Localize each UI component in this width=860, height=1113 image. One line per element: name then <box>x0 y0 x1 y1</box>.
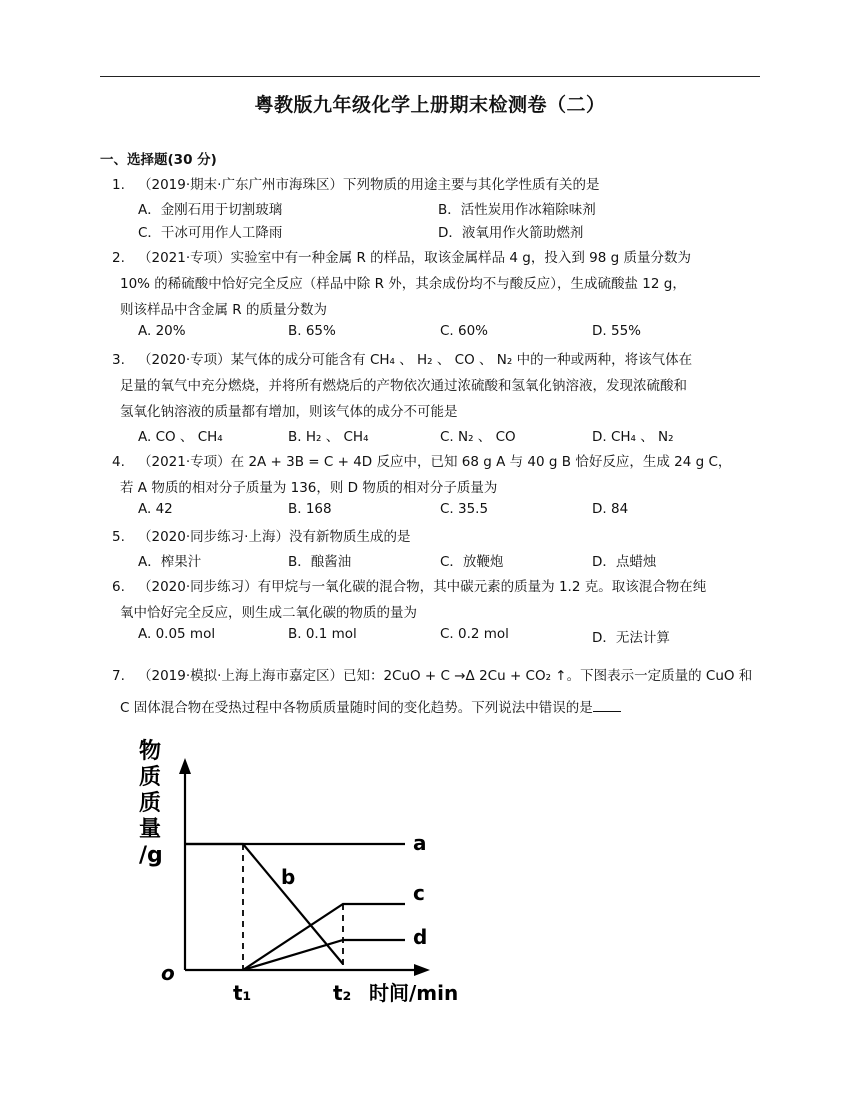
question-text-line3: 氢氧化钠溶液的质量都有增加，则该气体的成分不可能是 <box>120 404 458 420</box>
option-b[interactable]: B. 168 <box>288 501 332 517</box>
option-d[interactable]: D. 55% <box>592 323 641 339</box>
q6-options <box>138 626 758 650</box>
origin-label: o <box>161 961 175 985</box>
ylabel-char-5: /g <box>139 843 163 868</box>
q3-options <box>138 425 758 449</box>
curve-b-label: b <box>281 865 296 889</box>
section-heading: 一、选择题(30 分) <box>100 152 217 168</box>
mass-time-graph <box>125 728 475 1018</box>
ylabel-char-3: 质 <box>139 791 162 816</box>
curve-c-label: c <box>413 881 425 905</box>
t2-label: t₂ <box>333 981 352 1005</box>
question-3 <box>112 347 764 425</box>
question-text: （2019·期末·广东广州市海珠区）下列物质的用途主要与其化学性质有关的是 <box>138 177 600 193</box>
ylabel-char-1: 物 <box>139 739 162 764</box>
question-number: 4. <box>112 454 125 470</box>
question-6 <box>112 574 764 626</box>
option-c[interactable]: C．放鞭炮 <box>440 554 504 570</box>
page-title: 粤教版九年级化学上册期末检测卷（二） <box>254 94 606 116</box>
option-c[interactable]: C. 0.2 mol <box>440 626 509 642</box>
question-text-line1: （2021·专项）在 2A + 3B = C + 4D 反应中，已知 68 g A 与 40 g B 恰好反应，生成 24 g C， <box>138 454 732 470</box>
question-text-line2: 若 A 物质的相对分子质量为 136，则 D 物质的相对分子质量为 <box>120 480 498 496</box>
q1-options-row2 <box>138 221 758 245</box>
x-axis-label: 时间/min <box>369 981 459 1005</box>
question-text-line2: C 固体混合物在受热过程中各物质质量随时间的变化趋势。下列说法中错误的是 <box>120 700 593 716</box>
option-d[interactable]: D．无法计算 <box>592 630 670 646</box>
ylabel-char-4: 量 <box>139 817 162 842</box>
option-a[interactable]: A. 42 <box>138 501 173 517</box>
curve-d-label: d <box>413 925 428 949</box>
option-d[interactable]: D. CH₄ 、 N₂ <box>592 429 674 445</box>
option-a[interactable]: A．榨果汁 <box>138 554 202 570</box>
option-b[interactable]: B．酿酱油 <box>288 554 352 570</box>
option-a[interactable]: A. 0.05 mol <box>138 626 216 642</box>
question-number: 7. <box>112 668 125 684</box>
option-a[interactable]: A. 20% <box>138 323 186 339</box>
question-4 <box>112 449 764 501</box>
header-rule <box>100 76 760 77</box>
ylabel-char-2: 质 <box>139 765 162 790</box>
q1-options-row1 <box>138 198 758 222</box>
option-d[interactable]: D. 84 <box>592 501 629 517</box>
question-number: 2. <box>112 250 125 266</box>
question-number: 5. <box>112 529 125 545</box>
option-c[interactable]: C. 60% <box>440 323 489 339</box>
option-b[interactable]: B. 65% <box>288 323 336 339</box>
question-number: 1. <box>112 177 125 193</box>
question-number: 3. <box>112 352 125 368</box>
answer-blank[interactable] <box>593 699 621 712</box>
option-a[interactable]: A. CO 、 CH₄ <box>138 429 223 445</box>
option-a[interactable]: A．金刚石用于切割玻璃 <box>138 202 283 218</box>
question-text-line1: （2020·同步练习）有甲烷与一氧化碳的混合物，其中碳元素的质量为 1.2 克。取该混合物在纯 <box>138 579 707 595</box>
curve-a-label: a <box>413 831 427 855</box>
question-text-line3: 则该样品中含金属 R 的质量分数为 <box>120 302 327 318</box>
question-text-line2: 10% 的稀硫酸中恰好完全反应（样品中除 R 外，其余成份均不与酸反应），生成硫酸盐 12 g， <box>120 276 686 292</box>
option-c[interactable]: C. N₂ 、 CO <box>440 429 516 445</box>
question-text-line1: （2021·专项）实验室中有一种金属 R 的样品，取该金属样品 4 g，投入到 98 g 质量分数为 <box>138 250 691 266</box>
question-text-line2: 氧中恰好完全反应，则生成二氧化碳的物质的量为 <box>120 605 417 621</box>
question-number: 6. <box>112 579 125 595</box>
curve-c <box>243 904 405 970</box>
q2-options <box>138 323 758 347</box>
question-1 <box>112 172 764 198</box>
option-b[interactable]: B．活性炭用作冰箱除味剂 <box>438 202 596 218</box>
question-text: （2020·同步练习·上海）没有新物质生成的是 <box>138 529 411 545</box>
mass-time-figure <box>125 728 475 1018</box>
option-c[interactable]: C. 35.5 <box>440 501 489 517</box>
option-c[interactable]: C．干冰可用作人工降雨 <box>138 225 283 241</box>
question-7 <box>112 660 764 724</box>
question-5 <box>112 524 764 550</box>
question-text-line2: 足量的氧气中充分燃烧，并将所有燃烧后的产物依次通过浓硫酸和氢氧化钠溶液，发现浓硫酸和 <box>120 378 687 394</box>
option-b[interactable]: B. 0.1 mol <box>288 626 357 642</box>
y-axis-arrow-icon <box>179 758 191 774</box>
question-text-line1: （2019·模拟·上海上海市嘉定区）已知：2CuO + C →Δ 2Cu + CO₂ ↑。下图表示一定质量的 CuO 和 <box>138 668 753 684</box>
question-2 <box>112 245 764 323</box>
q5-options <box>138 550 758 574</box>
option-b[interactable]: B. H₂ 、 CH₄ <box>288 429 369 445</box>
question-text-line1: （2020·专项）某气体的成分可能含有 CH₄ 、 H₂ 、 CO 、 N₂ 中的一种或两种，将该气体在 <box>138 352 693 368</box>
q4-options <box>138 501 758 525</box>
x-axis-arrow-icon <box>414 964 430 976</box>
option-d[interactable]: D．液氧用作火箭助燃剂 <box>438 225 584 241</box>
option-d[interactable]: D．点蜡烛 <box>592 554 657 570</box>
t1-label: t₁ <box>233 981 252 1005</box>
